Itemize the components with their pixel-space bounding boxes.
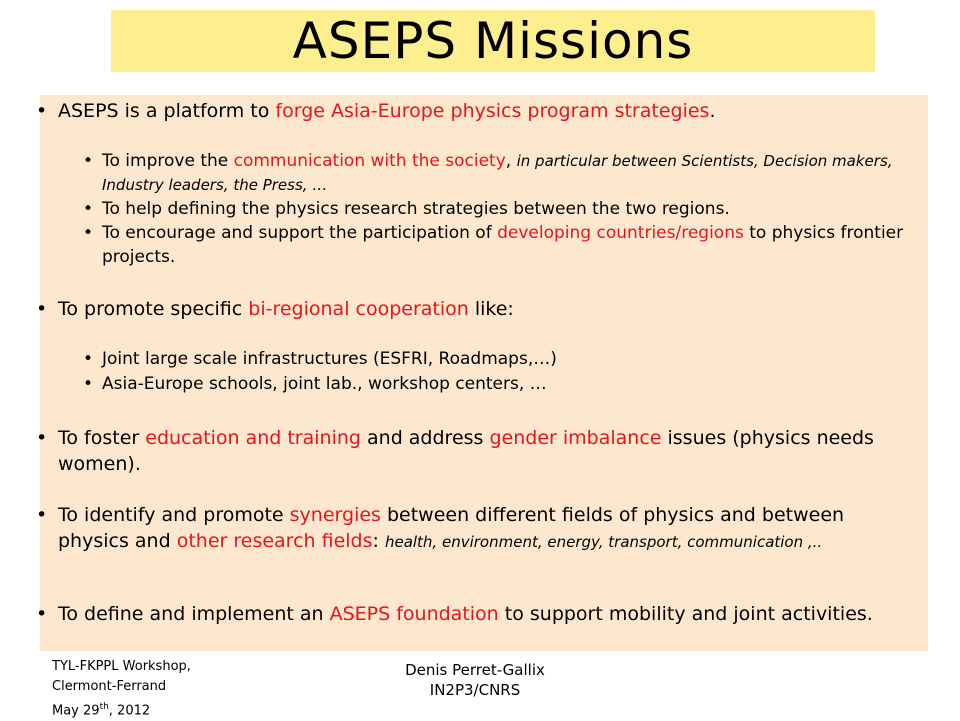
bullet-cooperation: [36, 296, 918, 322]
text: like:: [468, 298, 514, 320]
footer-author-affiliation: IN2P3/CNRS: [429, 681, 521, 699]
text: :: [372, 530, 385, 552]
bullet-marker: •: [36, 100, 48, 122]
highlight-text: communication with the society: [233, 151, 506, 171]
highlight-text: forge Asia-Europe physics program strategies: [275, 100, 710, 122]
text: to physics frontier projects.: [102, 223, 904, 267]
bullet-marker: •: [83, 151, 94, 171]
text: To help defining the physics research strategies between the two regions.: [102, 199, 730, 219]
text: and address: [360, 427, 490, 449]
sub-bullet-schools: [83, 372, 912, 396]
highlight-text: ASEPS foundation: [329, 603, 499, 625]
bullet-platform: [36, 98, 918, 124]
text: ,: [505, 151, 517, 171]
highlight-text: other research fields: [176, 530, 373, 552]
highlight-text: developing countries/regions: [497, 223, 744, 243]
text: To improve the: [102, 151, 234, 171]
text: May 29: [52, 703, 100, 719]
footer-event-date: [52, 697, 191, 721]
bullet-marker: •: [36, 298, 48, 320]
text: To promote specific: [58, 298, 249, 320]
bullet-education: [36, 425, 918, 477]
text: To foster: [58, 427, 146, 449]
text: , 2012: [108, 703, 151, 719]
text: To define and implement an: [58, 603, 330, 625]
sub-bullet-strategies: [83, 197, 912, 221]
bullet-marker: •: [83, 223, 94, 243]
content-panel: [36, 95, 928, 651]
sub-bullet-developing: [83, 221, 912, 269]
bullet-marker: •: [36, 427, 48, 449]
superscript: th: [99, 702, 109, 712]
sub-bullet-communication: [83, 149, 912, 197]
text: Asia-Europe schools, joint lab., workshop centers, …: [102, 374, 547, 394]
footer-author-name: Denis Perret-Gallix: [405, 661, 545, 679]
highlight-text: gender imbalance: [489, 427, 662, 449]
footer-event: [52, 657, 191, 721]
bullet-marker: •: [36, 603, 48, 625]
text: To identify and promote: [58, 504, 290, 526]
footer-author: [385, 660, 565, 700]
footer-event-name: TYL-FKPPL Workshop,: [52, 659, 191, 674]
italic-text: health, environment, energy, transport, communication ,..: [384, 533, 823, 551]
text: .: [709, 100, 716, 122]
bullet-synergies: [36, 502, 918, 555]
text: to support mobility and joint activities.: [498, 603, 873, 625]
bullet-marker: •: [83, 349, 94, 369]
bullet-marker: •: [83, 374, 94, 394]
footer-event-location: Clermont-Ferrand: [52, 679, 167, 694]
bullet-marker: •: [83, 199, 94, 219]
bullet-foundation: [36, 601, 918, 627]
italic-text: in particular between Scientists, Decision makers, Industry leaders, the Press, …: [102, 152, 893, 194]
highlight-text: synergies: [289, 504, 381, 526]
title-banner: [111, 10, 875, 72]
sub-bullet-infrastructures: [83, 347, 912, 371]
text: between different fields of physics and between physics and: [58, 504, 845, 552]
bullet-marker: •: [36, 504, 48, 526]
text: issues (physics needs women).: [58, 427, 874, 475]
text: Joint large scale infrastructures (ESFRI, Roadmaps,…): [102, 349, 557, 369]
slide-title: ASEPS Missions: [292, 12, 694, 70]
text: To encourage and support the participation of: [102, 223, 498, 243]
highlight-text: education and training: [145, 427, 361, 449]
text: ASEPS is a platform to: [58, 100, 276, 122]
highlight-text: bi-regional cooperation: [248, 298, 469, 320]
